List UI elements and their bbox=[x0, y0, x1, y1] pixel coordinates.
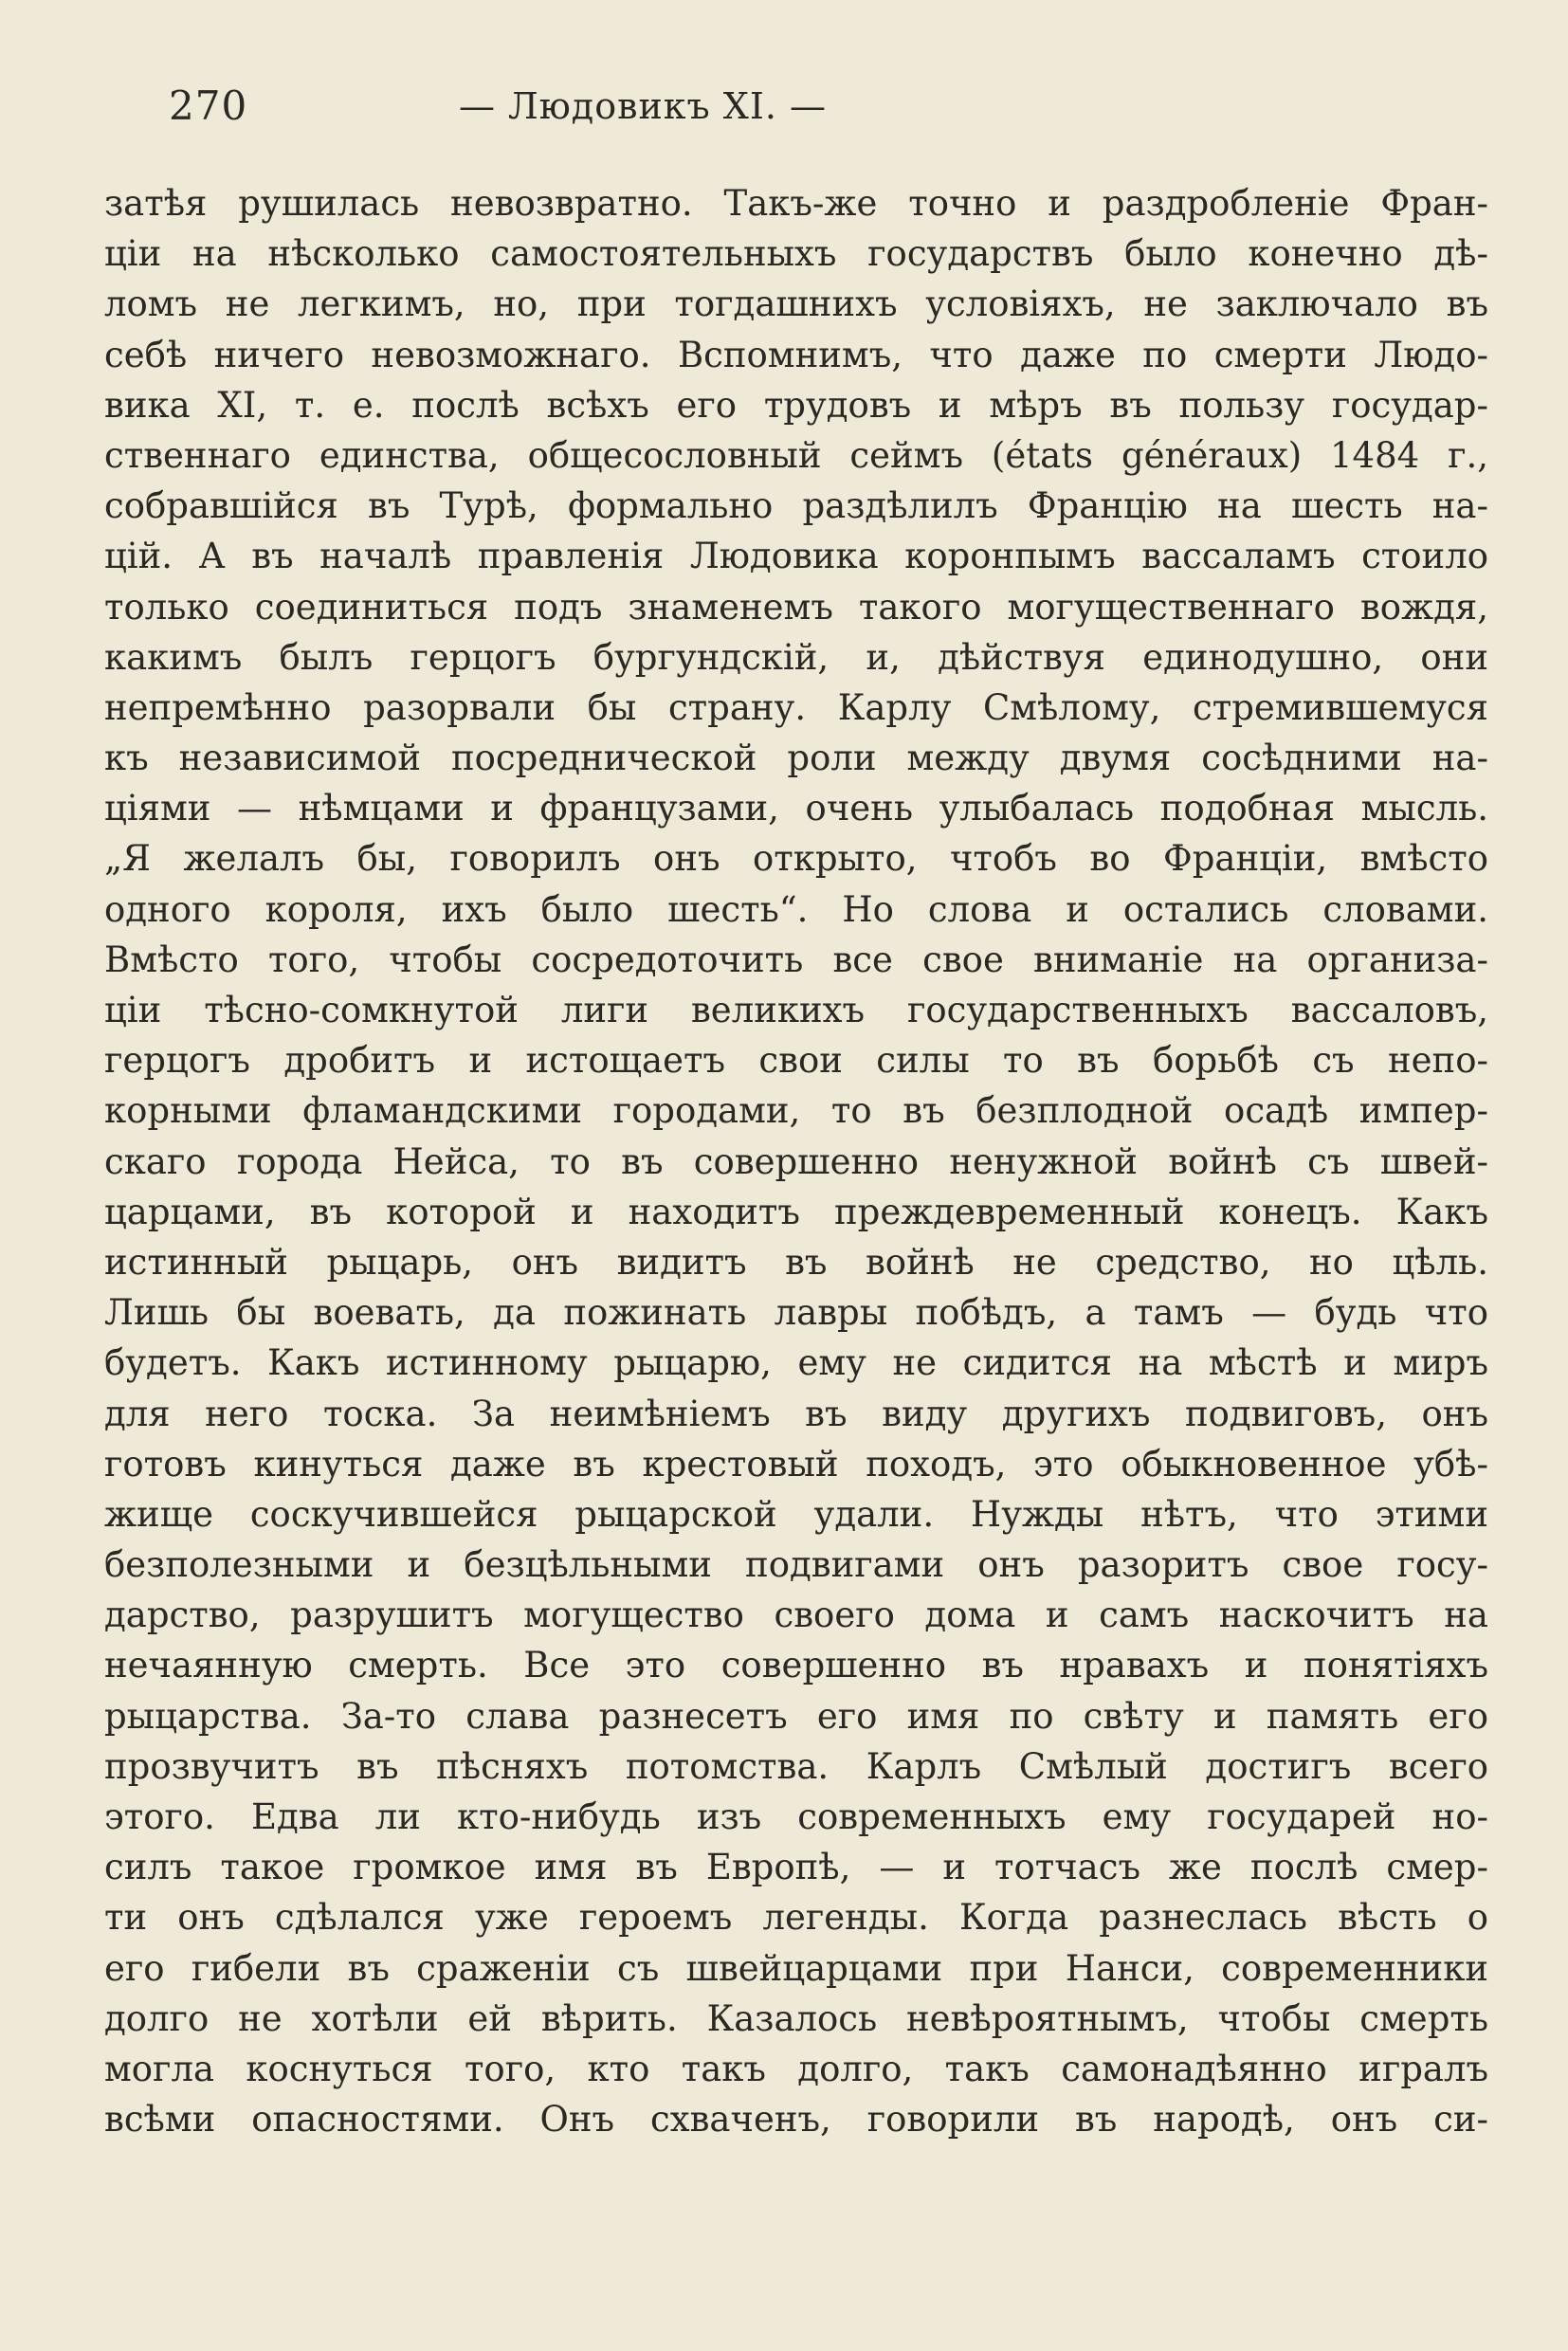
text-line: ціи тѣсно-сомкнутой лиги великихъ государственныхъ вассаловъ, bbox=[104, 990, 1488, 1030]
text-line: только соединиться подъ знаменемъ такого могущественнаго вождя, bbox=[104, 586, 1488, 628]
text-line: къ независимой посреднической роли между двумя сосѣдними на- bbox=[104, 738, 1488, 779]
text-line: силъ такое громкое имя въ Европѣ, — и тотчасъ же послѣ смер- bbox=[104, 1847, 1488, 1888]
text-line: истинный рыцарь, онъ видитъ въ войнѣ не средство, но цѣль. bbox=[104, 1241, 1488, 1283]
text-line: скаго города Нейса, то въ совершенно ненужной войнѣ съ швей- bbox=[104, 1140, 1488, 1182]
text-line: одного короля, ихъ было шесть“. Но слова и остались словами. bbox=[104, 888, 1488, 930]
text-line: готовъ кинуться даже въ крестовый походъ, это обыкновенное убѣ- bbox=[104, 1443, 1488, 1485]
text-line: вика XI, т. е. послѣ всѣхъ его трудовъ и мѣръ въ пользу государ- bbox=[104, 384, 1488, 426]
text-line: всѣми опасностями. Онъ схваченъ, говорили въ народѣ, онъ си- bbox=[104, 2099, 1488, 2141]
text-line: герцогъ дробитъ и истощаетъ свои силы то въ борьбѣ съ непо- bbox=[104, 1040, 1488, 1082]
text-line: ломъ не легкимъ, но, при тогдашнихъ условіяхъ, не заключало въ bbox=[104, 283, 1488, 325]
text-line: прозвучитъ въ пѣсняхъ потомства. Карлъ Смѣлый достигъ всего bbox=[104, 1745, 1488, 1787]
text-line: ти онъ сдѣлался уже героемъ легенды. Когда разнеслась вѣсть о bbox=[104, 1897, 1488, 1939]
page-header bbox=[169, 78, 1041, 135]
text-line: корными фламандскими городами, то въ безплодной осадѣ импер- bbox=[104, 1090, 1488, 1132]
text-line: его гибели въ сраженіи съ швейцарцами при Нанси, современники bbox=[104, 1947, 1488, 1989]
text-line: какимъ былъ герцогъ бургундскій, и, дѣйствуя единодушно, они bbox=[104, 636, 1488, 678]
text-line: дарство, разрушитъ могущество своего дома и самъ наскочитъ на bbox=[104, 1595, 1488, 1636]
text-line: будетъ. Какъ истинному рыцарю, ему не сидится на мѣстѣ и миръ bbox=[104, 1342, 1488, 1384]
text-line: рыцарства. За-то слава разнесетъ его имя по свѣту и память его bbox=[104, 1695, 1488, 1737]
text-line: нечаянную смерть. Все это совершенно въ нравахъ и понятіяхъ bbox=[104, 1645, 1488, 1686]
text-line: могла коснуться того, кто такъ долго, такъ самонадѣянно игралъ bbox=[104, 2048, 1488, 2089]
text-line: себѣ ничего невозможнаго. Вспомнимъ, что даже по смерти Людо- bbox=[104, 334, 1488, 375]
text-line: Лишь бы воевать, да пожинать лавры побѣдъ, а тамъ — будь что bbox=[104, 1292, 1488, 1334]
running-head: — Людовикъ XI. — bbox=[458, 85, 828, 127]
text-line: безполезными и безцѣльными подвигами онъ разоритъ свое госу- bbox=[104, 1544, 1488, 1586]
body-text bbox=[104, 178, 1488, 2144]
text-line: жище соскучившейся рыцарской удали. Нужды нѣтъ, что этими bbox=[104, 1493, 1488, 1535]
text-line: затѣя рушилась невозвратно. Такъ-же точно и раздробленіе Фран- bbox=[104, 183, 1488, 224]
text-line: ственнаго единства, общесословный сеймъ (états généraux) 1484 г., bbox=[104, 434, 1488, 476]
page-number: 270 bbox=[169, 82, 248, 129]
text-line: непремѣнно разорвали бы страну. Карлу Смѣлому, стремившемуся bbox=[104, 686, 1488, 728]
text-line: долго не хотѣли ей вѣрить. Казалось невѣроятнымъ, чтобы смерть bbox=[104, 1997, 1488, 2039]
text-line: царцами, въ которой и находитъ преждевременный конецъ. Какъ bbox=[104, 1191, 1488, 1232]
text-line: ціи на нѣсколько самостоятельныхъ государствъ было конечно дѣ- bbox=[104, 233, 1488, 275]
text-line: Вмѣсто того, чтобы сосредоточить все свое вниманіе на организа- bbox=[104, 939, 1488, 980]
text-line: для него тоска. За неимѣніемъ въ виду другихъ подвиговъ, онъ bbox=[104, 1393, 1488, 1434]
text-line: „Я желалъ бы, говорилъ онъ открыто, чтобъ во Франціи, вмѣсто bbox=[104, 838, 1488, 880]
text-line: цій. А въ началѣ правленія Людовика коронпымъ вассаламъ стоило bbox=[104, 536, 1488, 577]
text-line: собравшійся въ Турѣ, формально раздѣлилъ Францію на шесть на- bbox=[104, 485, 1488, 527]
text-line: этого. Едва ли кто-нибудь изъ современныхъ ему государей но- bbox=[104, 1796, 1488, 1837]
text-line: ціями — нѣмцами и французами, очень улыбалась подобная мысль. bbox=[104, 788, 1488, 829]
